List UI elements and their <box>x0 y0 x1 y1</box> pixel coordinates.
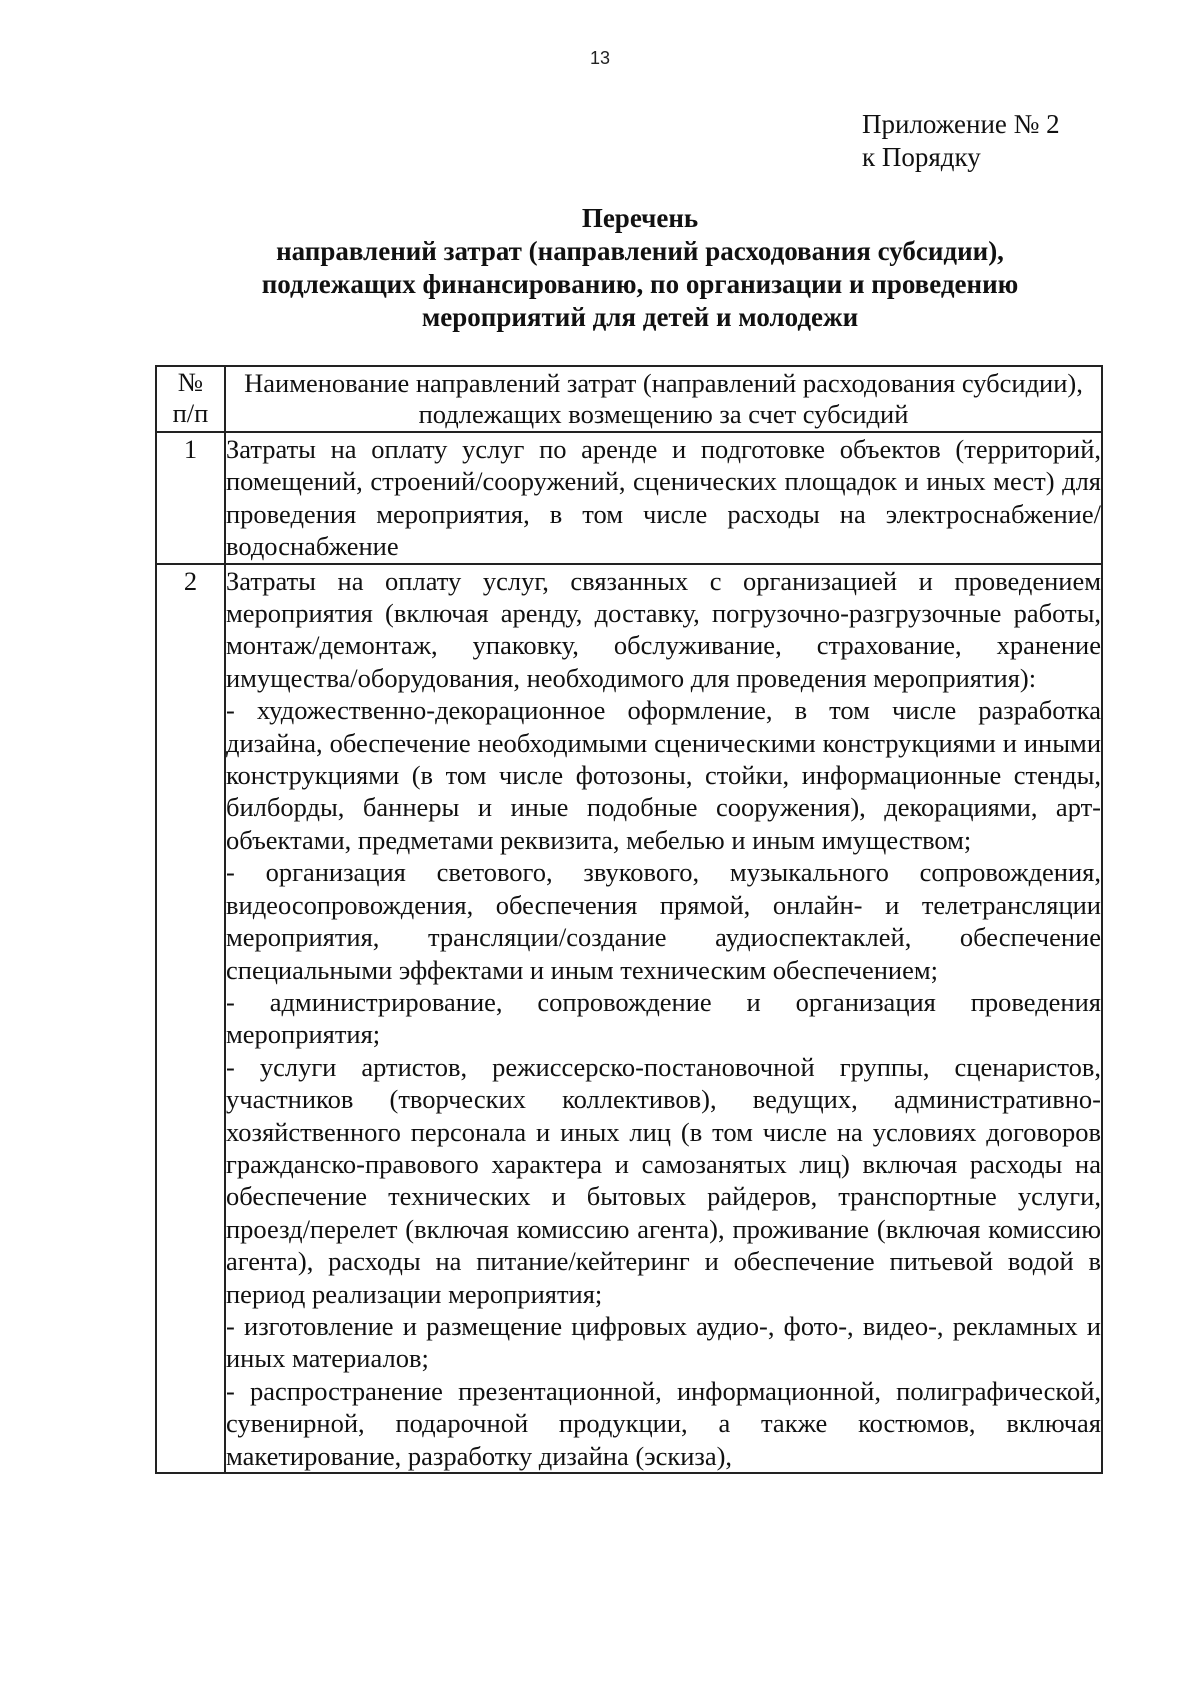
row-paragraph: - художественно-декорационное оформление, в том числе разработка дизайна, обеспечение необходимыми сценическими конструкциями и иными конструкциями (в том числе фотозоны, стойки, информационные стенды, билборды, баннеры и иные подобные сооружения), декорациями, арт-объектами, предметами реквизита, мебелью и иным имуществом; <box>226 695 1101 855</box>
title-line-2: направлений затрат (направлений расходования субсидии), <box>276 236 1004 266</box>
expense-table <box>155 365 1103 1474</box>
header-number-symbol: № <box>177 367 204 397</box>
header-name-cell: Наименование направлений затрат (направлений расходования субсидии), подлежащих возмещению за счет субсидий <box>225 366 1102 432</box>
row-number: 2 <box>156 564 225 1473</box>
appendix-line-2: к Порядку <box>862 142 981 172</box>
row-paragraph: - организация светового, звукового, музыкального сопровождения, видеосопровождения, обеспечения прямой, онлайн- и телетрансляции мероприятия, трансляции/создание аудиоспектаклей, обеспечение специальными эффектами и иным техническим обеспечением; <box>226 857 1101 985</box>
row-paragraph: - распространение презентационной, информационной, полиграфической, сувенирной, подарочной продукции, а также костюмов, включая макетирование, разработку дизайна (эскиза), <box>226 1375 1101 1471</box>
row-paragraph: - услуги артистов, режиссерско-постановочной группы, сценаристов, участников (творческих коллективов), ведущих, административно-хозяйственного персонала и иных лиц (в том числе на условиях договоров гражданско-правового характера и самозанятых лиц) включая расходы на обеспечение технических и бытовых райдеров, транспортные услуги, проезд/перелет (включая комиссию агента), проживание (включая комиссию агента), расходы на питание/кейтеринг и обеспечение питьевой водой в период реализации мероприятия; <box>226 1051 1101 1309</box>
title-line-1: Перечень <box>581 203 699 233</box>
row-paragraph: - изготовление и размещение цифровых аудио-, фото-, видео-, рекламных и иных материалов; <box>226 1310 1101 1374</box>
appendix-note <box>862 108 1060 174</box>
header-number-abbr: п/п <box>172 398 209 428</box>
title-line-3: подлежащих финансированию, по организации и проведению <box>261 269 1019 299</box>
row-paragraph: Затраты на оплату услуг по аренде и подготовке объектов (территорий, помещений, строений/сооружений, сценических площадок и иных мест) для проведения мероприятия, в том числе расходы на электроснабжение/водоснабжение <box>226 434 1101 562</box>
table-row <box>156 564 1102 1473</box>
row-number: 1 <box>156 432 225 564</box>
document-title <box>160 202 1120 334</box>
row-description <box>225 564 1102 1473</box>
row-paragraph: - администрирование, сопровождение и организация проведения мероприятия; <box>226 986 1101 1050</box>
table-header-row <box>156 366 1102 432</box>
header-number-cell <box>156 366 225 432</box>
table-row <box>156 432 1102 564</box>
appendix-line-1: Приложение № 2 <box>862 109 1060 139</box>
row-description <box>225 432 1102 564</box>
page-number: 13 <box>589 48 611 68</box>
row-paragraph: Затраты на оплату услуг, связанных с организацией и проведением мероприятия (включая аренду, доставку, погрузочно-разгрузочные работы, монтаж/демонтаж, упаковку, обслуживание, страхование, хранение имущества/оборудования, необходимого для проведения мероприятия): <box>226 565 1101 693</box>
title-line-4: мероприятий для детей и молодежи <box>421 302 859 332</box>
